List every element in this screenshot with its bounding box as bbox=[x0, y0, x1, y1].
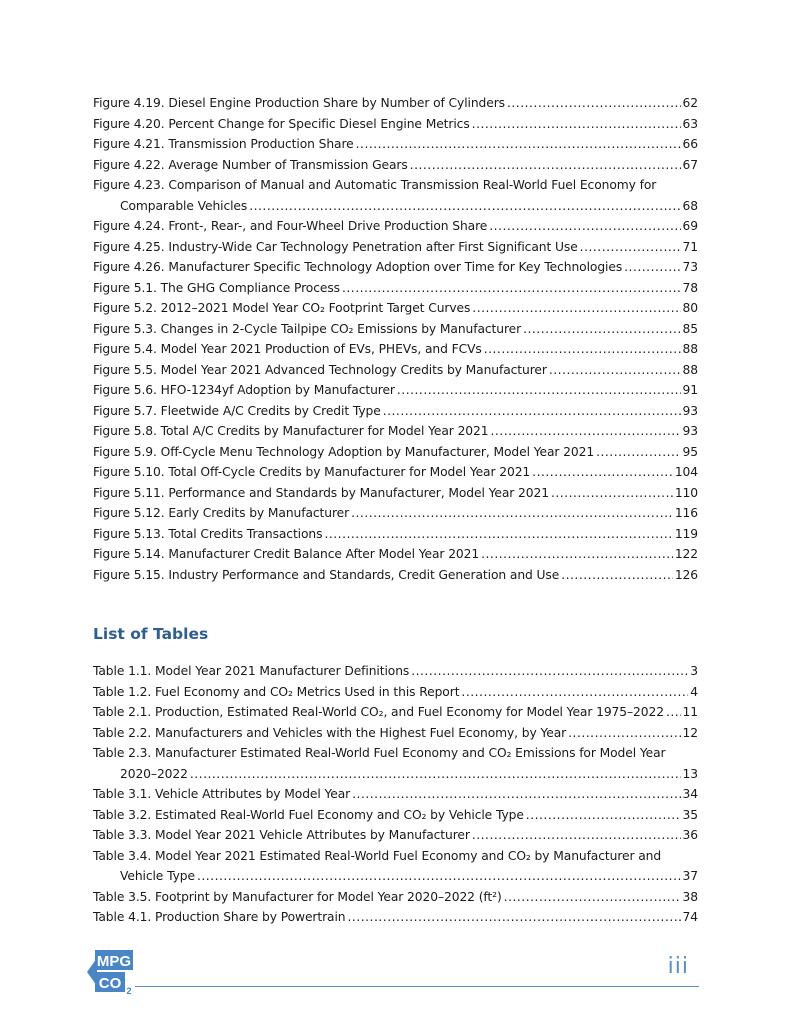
table-entry[interactable] bbox=[93, 846, 698, 887]
page-number: iii bbox=[667, 954, 689, 979]
figure-entry-label: Figure 4.20. Percent Change for Specific Diesel Engine Metrics bbox=[93, 116, 470, 131]
table-entry[interactable] bbox=[93, 702, 698, 723]
figure-entry-page-number: 119 bbox=[674, 526, 698, 541]
dot-leader bbox=[351, 503, 673, 524]
dot-leader bbox=[549, 360, 681, 381]
figure-entry[interactable] bbox=[93, 544, 698, 565]
figure-entry-row bbox=[93, 134, 698, 155]
dot-leader bbox=[561, 565, 673, 586]
figure-entry-row bbox=[93, 114, 698, 135]
table-entry-label: Table 2.3. Manufacturer Estimated Real-World Fuel Economy and CO₂ Emissions for Model Year bbox=[93, 746, 666, 760]
figure-entry-label: Figure 5.15. Industry Performance and Standards, Credit Generation and Use bbox=[93, 567, 560, 582]
figure-entry-page-number: 93 bbox=[682, 403, 698, 418]
figure-entry-page-number: 62 bbox=[682, 96, 698, 110]
figure-entry-page-number: 88 bbox=[682, 362, 698, 377]
figure-entry-row bbox=[93, 524, 698, 545]
dot-leader bbox=[666, 702, 681, 723]
table-entry-row bbox=[93, 682, 698, 703]
figure-entry-label: Figure 5.7. Fleetwide A/C Credits by Credit Type bbox=[93, 403, 381, 418]
table-entry-label: Table 2.2. Manufacturers and Vehicles with the Highest Fuel Economy, by Year bbox=[93, 725, 567, 740]
figure-entry-row bbox=[93, 565, 698, 586]
figure-entry-row bbox=[93, 380, 698, 401]
table-entry-row bbox=[93, 907, 698, 928]
figure-entry[interactable] bbox=[93, 278, 698, 299]
figure-entry-label: Figure 5.13. Total Credits Transactions bbox=[93, 526, 323, 541]
table-entry-page-number: 13 bbox=[682, 766, 698, 781]
table-entry-label: Table 1.2. Fuel Economy and CO₂ Metrics Used in this Report bbox=[93, 684, 460, 699]
figure-entry[interactable] bbox=[93, 565, 698, 586]
figure-entry-row bbox=[93, 237, 698, 258]
figure-entry-page-number: 110 bbox=[674, 485, 698, 500]
figure-entry-page-number: 73 bbox=[682, 260, 698, 274]
dot-leader bbox=[481, 544, 673, 565]
figure-entry-page-number: 66 bbox=[682, 137, 698, 151]
figure-entry-label: Figure 5.1. The GHG Compliance Process bbox=[93, 280, 340, 295]
logo-subscript: 2 bbox=[126, 986, 132, 996]
figure-entry-label: Figure 5.12. Early Credits by Manufacturer bbox=[93, 506, 350, 520]
table-entry-label-continuation: Vehicle Type bbox=[120, 869, 195, 883]
figure-entry-label: Figure 5.10. Total Off-Cycle Credits by Manufacturer for Model Year 2021 bbox=[93, 465, 531, 479]
figure-entry[interactable] bbox=[93, 462, 698, 483]
dot-leader bbox=[348, 907, 681, 928]
table-entry[interactable] bbox=[93, 887, 698, 908]
figure-entry[interactable] bbox=[93, 524, 698, 545]
mpg-co2-logo-icon bbox=[85, 948, 137, 996]
figure-entry-page-number: 63 bbox=[682, 116, 698, 131]
figure-entry-page-number: 126 bbox=[674, 567, 698, 582]
table-entry[interactable] bbox=[93, 743, 698, 784]
table-entry-page-number: 11 bbox=[682, 705, 698, 719]
table-entry-row bbox=[93, 661, 698, 682]
table-entry-row bbox=[93, 866, 698, 887]
figure-entry[interactable] bbox=[93, 483, 698, 504]
dot-leader bbox=[504, 887, 681, 908]
figure-entry[interactable] bbox=[93, 134, 698, 155]
figure-entry-label-continuation: Comparable Vehicles bbox=[120, 198, 248, 213]
dot-leader bbox=[532, 462, 673, 483]
dot-leader bbox=[507, 93, 681, 114]
table-entry-page-number: 35 bbox=[682, 807, 698, 822]
dot-leader bbox=[472, 298, 680, 319]
table-entry-page-number: 4 bbox=[690, 684, 698, 699]
figure-entry[interactable] bbox=[93, 237, 698, 258]
figure-entry-label: Figure 4.21. Transmission Production Share bbox=[93, 137, 354, 151]
table-entry-row bbox=[93, 784, 698, 805]
table-entry-row bbox=[93, 805, 698, 826]
figure-entry[interactable] bbox=[93, 175, 698, 216]
dot-leader bbox=[489, 216, 680, 237]
figure-entry-label: Figure 5.8. Total A/C Credits by Manufacturer for Model Year 2021 bbox=[93, 424, 489, 438]
dot-leader bbox=[324, 524, 672, 545]
logo-text-top: MPG bbox=[96, 953, 132, 970]
figure-entry-row bbox=[93, 483, 698, 504]
figure-entry-label: Figure 5.11. Performance and Standards by Manufacturer, Model Year 2021 bbox=[93, 485, 549, 500]
table-entry[interactable] bbox=[93, 723, 698, 744]
figure-entry-label: Figure 5.4. Model Year 2021 Production of EVs, PHEVs, and FCVs bbox=[93, 342, 482, 356]
figure-entry-label: Figure 5.14. Manufacturer Credit Balance After Model Year 2021 bbox=[93, 547, 480, 561]
figure-entry-row bbox=[93, 339, 698, 360]
figure-entry-page-number: 116 bbox=[674, 506, 698, 520]
figure-entry-row bbox=[93, 257, 698, 278]
dot-leader bbox=[383, 401, 681, 422]
figure-entry-page-number: 68 bbox=[682, 198, 698, 213]
table-entry-page-number: 74 bbox=[682, 910, 698, 924]
figure-entry-page-number: 71 bbox=[682, 239, 698, 254]
figure-entry-row bbox=[93, 216, 698, 237]
table-entry-label: Table 4.1. Production Share by Powertrain bbox=[93, 910, 346, 924]
dot-leader bbox=[461, 682, 688, 703]
figure-entry-row bbox=[93, 196, 698, 217]
dot-leader bbox=[397, 380, 681, 401]
dot-leader bbox=[356, 134, 681, 155]
figure-entry-label: Figure 4.26. Manufacturer Specific Technology Adoption over Time for Key Technologies bbox=[93, 260, 623, 274]
figure-entry-row bbox=[93, 544, 698, 565]
figure-entry-row bbox=[93, 503, 698, 524]
figure-entry-label: Figure 4.22. Average Number of Transmission Gears bbox=[93, 157, 408, 172]
table-entry[interactable] bbox=[93, 907, 698, 928]
dot-leader bbox=[410, 155, 681, 176]
dot-leader bbox=[472, 114, 681, 135]
figure-entry[interactable] bbox=[93, 257, 698, 278]
table-entry-row bbox=[93, 825, 698, 846]
figure-entry-label: Figure 5.5. Model Year 2021 Advanced Technology Credits by Manufacturer bbox=[93, 362, 547, 377]
table-entry-label: Table 3.3. Model Year 2021 Vehicle Attributes by Manufacturer bbox=[93, 828, 470, 842]
figure-entry-label: Figure 5.3. Changes in 2-Cycle Tailpipe CO₂ Emissions by Manufacturer bbox=[93, 321, 522, 336]
figure-entry-label: Figure 5.9. Off-Cycle Menu Technology Adoption by Manufacturer, Model Year 2021 bbox=[93, 444, 595, 459]
dot-leader bbox=[197, 866, 681, 887]
table-entry[interactable] bbox=[93, 682, 698, 703]
figure-entry-row bbox=[93, 298, 698, 319]
list-of-tables-heading: List of Tables bbox=[93, 625, 209, 643]
figure-entry-page-number: 95 bbox=[682, 444, 698, 459]
figure-entry-page-number: 67 bbox=[682, 157, 698, 172]
dot-leader bbox=[249, 196, 680, 217]
figure-entry-page-number: 122 bbox=[674, 547, 698, 561]
figure-entry-label: Figure 4.25. Industry-Wide Car Technology Penetration after First Significant Use bbox=[93, 239, 578, 254]
figure-entry-label: Figure 5.6. HFO-1234yf Adoption by Manufacturer bbox=[93, 383, 395, 397]
table-entry-label: Table 1.1. Model Year 2021 Manufacturer Definitions bbox=[93, 664, 410, 678]
figure-entry[interactable] bbox=[93, 421, 698, 442]
list-of-figures bbox=[93, 93, 698, 585]
table-entry[interactable] bbox=[93, 784, 698, 805]
figure-entry-row bbox=[93, 442, 698, 463]
table-entry-label: Table 3.1. Vehicle Attributes by Model Year bbox=[93, 787, 351, 801]
figure-entry-row bbox=[93, 421, 698, 442]
table-entry-page-number: 38 bbox=[682, 889, 698, 904]
figure-entry-page-number: 93 bbox=[682, 424, 698, 438]
figure-entry-page-number: 91 bbox=[682, 383, 698, 397]
figure-entry-page-number: 80 bbox=[682, 301, 698, 315]
figure-entry-row bbox=[93, 319, 698, 340]
figure-entry[interactable] bbox=[93, 155, 698, 176]
figure-entry-page-number: 88 bbox=[682, 342, 698, 356]
dot-leader bbox=[352, 784, 680, 805]
table-entry-label: Table 3.4. Model Year 2021 Estimated Real-World Fuel Economy and CO₂ by Manufacturer and bbox=[93, 848, 662, 863]
figure-entry-page-number: 104 bbox=[674, 465, 698, 479]
figure-entry[interactable] bbox=[93, 93, 698, 114]
table-entry-page-number: 12 bbox=[682, 725, 698, 740]
figure-entry-page-number: 85 bbox=[682, 321, 698, 336]
dot-leader bbox=[568, 723, 680, 744]
table-entry-page-number: 34 bbox=[682, 787, 698, 801]
table-entry-row bbox=[93, 764, 698, 785]
figure-entry-label: Figure 4.24. Front-, Rear-, and Four-Wheel Drive Production Share bbox=[93, 219, 488, 233]
figure-entry-row bbox=[93, 155, 698, 176]
table-entry-row bbox=[93, 723, 698, 744]
table-entry-page-number: 3 bbox=[690, 664, 698, 678]
figure-entry-row bbox=[93, 462, 698, 483]
dot-leader bbox=[523, 319, 680, 340]
dot-leader bbox=[411, 661, 688, 682]
figure-entry[interactable] bbox=[93, 380, 698, 401]
figure-entry-page-number: 78 bbox=[682, 280, 698, 295]
table-entry-label: Table 3.2. Estimated Real-World Fuel Economy and CO₂ by Vehicle Type bbox=[93, 807, 524, 822]
table-entry[interactable] bbox=[93, 661, 698, 682]
table-entry-label-continuation: 2020–2022 bbox=[120, 766, 188, 781]
dot-leader bbox=[551, 483, 673, 504]
figure-entry-row bbox=[93, 93, 698, 114]
figure-entry[interactable] bbox=[93, 298, 698, 319]
table-entry-label: Table 2.1. Production, Estimated Real-World CO₂, and Fuel Economy for Model Year 1975–2022 bbox=[93, 705, 664, 719]
table-entry[interactable] bbox=[93, 825, 698, 846]
figure-entry[interactable] bbox=[93, 442, 698, 463]
figure-entry[interactable] bbox=[93, 503, 698, 524]
footer-rule bbox=[135, 986, 699, 987]
figure-entry-label: Figure 4.19. Diesel Engine Production Share by Number of Cylinders bbox=[93, 96, 505, 110]
figure-entry-page-number: 69 bbox=[682, 219, 698, 233]
page-footer bbox=[85, 948, 699, 998]
figure-entry[interactable] bbox=[93, 216, 698, 237]
list-of-tables bbox=[93, 661, 698, 928]
dot-leader bbox=[624, 257, 680, 278]
table-entry-row bbox=[93, 702, 698, 723]
dot-leader bbox=[484, 339, 681, 360]
table-entry-label: Table 3.5. Footprint by Manufacturer for Model Year 2020–2022 (ft²) bbox=[93, 889, 502, 904]
dot-leader bbox=[526, 805, 681, 826]
figure-entry[interactable] bbox=[93, 339, 698, 360]
figure-entry-label: Figure 4.23. Comparison of Manual and Automatic Transmission Real-World Fuel Economy for bbox=[93, 178, 657, 192]
dot-leader bbox=[490, 421, 680, 442]
figure-entry[interactable] bbox=[93, 401, 698, 422]
figure-entry-row bbox=[93, 360, 698, 381]
dot-leader bbox=[190, 764, 681, 785]
dot-leader bbox=[472, 825, 681, 846]
table-entry-row bbox=[93, 887, 698, 908]
figure-entry[interactable] bbox=[93, 319, 698, 340]
table-entry-page-number: 36 bbox=[682, 828, 698, 842]
table-entry[interactable] bbox=[93, 805, 698, 826]
table-entry-page-number: 37 bbox=[682, 869, 698, 883]
figure-entry-label: Figure 5.2. 2012–2021 Model Year CO₂ Footprint Target Curves bbox=[93, 301, 471, 315]
figure-entry-row bbox=[93, 401, 698, 422]
figure-entry[interactable] bbox=[93, 360, 698, 381]
figure-entry[interactable] bbox=[93, 114, 698, 135]
dot-leader bbox=[580, 237, 681, 258]
dot-leader bbox=[596, 442, 680, 463]
figure-entry-row bbox=[93, 278, 698, 299]
dot-leader bbox=[342, 278, 681, 299]
logo-text-bottom: CO bbox=[98, 975, 122, 992]
